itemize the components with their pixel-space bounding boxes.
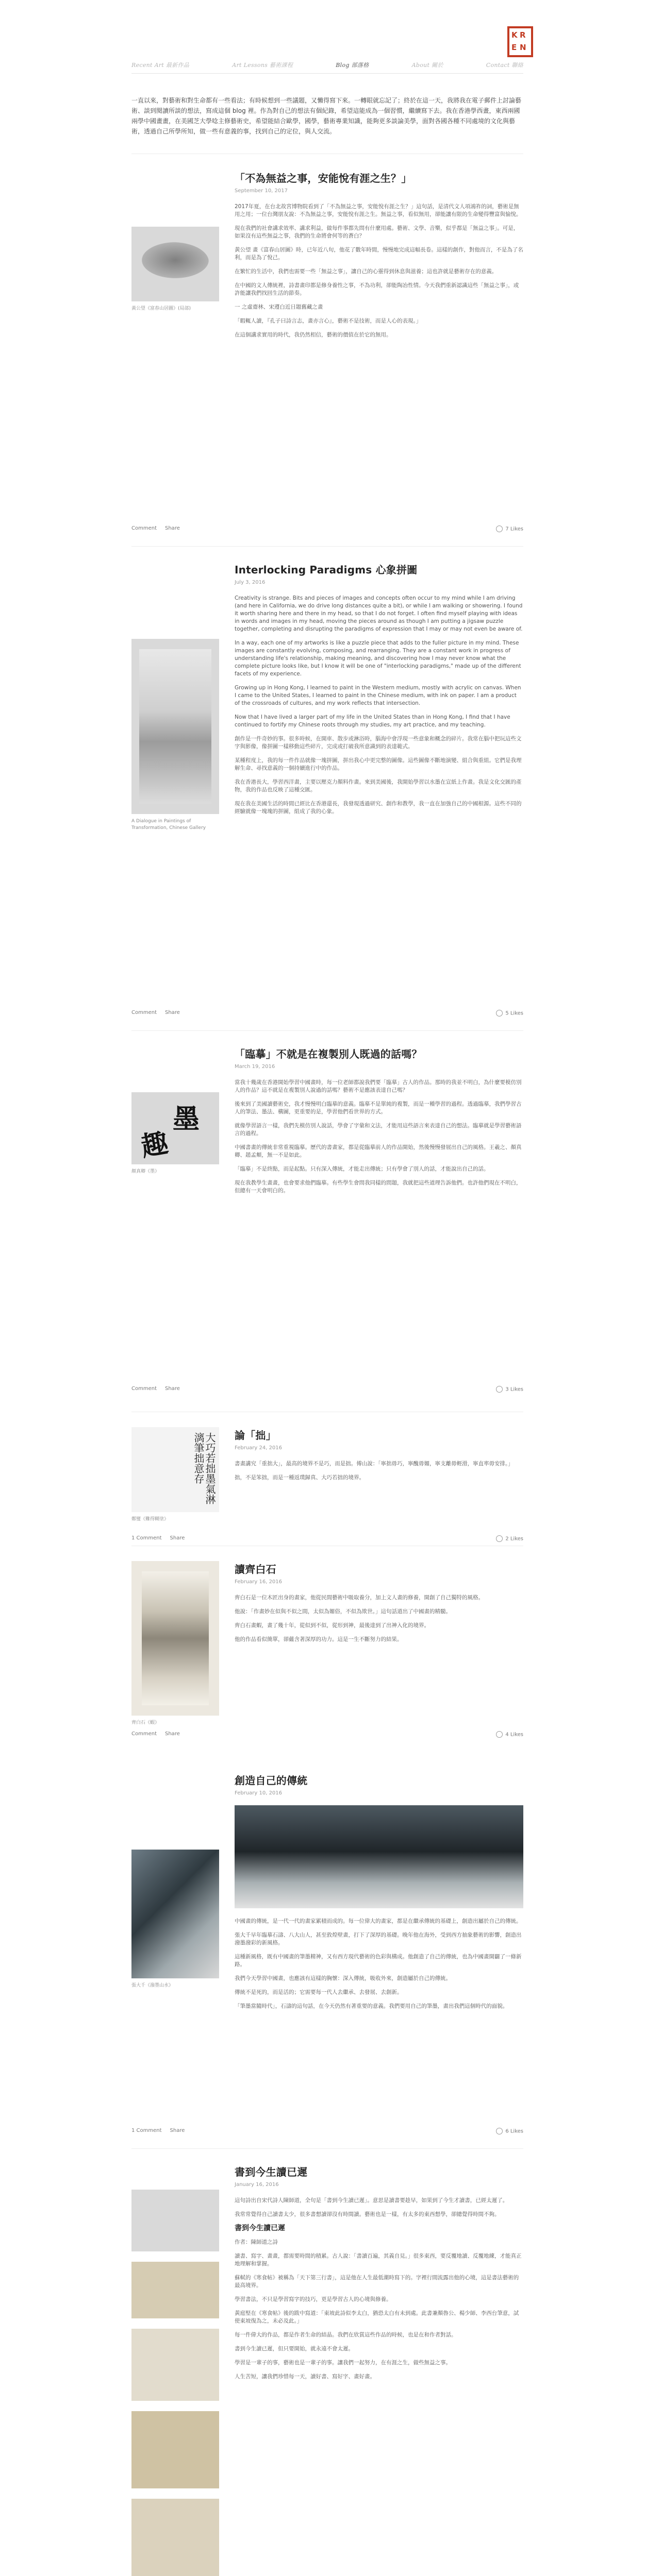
post-6-sidebar	[131, 1850, 219, 1989]
post-5-para: 齊白石是一位木匠出身的畫家，他從民間藝術中吸取養分，加上文人畫的修養，開創了自己獨特的風格。	[235, 1595, 484, 1601]
nav-blog[interactable]: Blog 部落格	[336, 62, 369, 69]
post-4-calligraphy[interactable]	[131, 1427, 219, 1512]
post-6-footer	[131, 2128, 523, 2133]
post-5-sidebar	[131, 1561, 219, 1726]
post-1	[131, 170, 523, 541]
divider	[131, 546, 523, 547]
like-icon	[496, 1386, 503, 1393]
post-7-para: 學習書法，不只是學習寫字的技巧，更是學習古人的心境與修養。	[235, 2296, 392, 2302]
post-5	[131, 1561, 523, 1752]
post-3-title[interactable]: 「臨摹」不就是在複製別人既過的話嗎？	[235, 1048, 422, 1060]
post-6-date: February 10, 2016	[235, 1790, 283, 1796]
comment-link[interactable]: Comment	[131, 1731, 157, 1737]
post-2-sidebar	[131, 639, 219, 832]
post-3-footer	[131, 1386, 523, 1392]
like-icon	[496, 526, 503, 532]
share-link[interactable]: Share	[170, 2128, 185, 2133]
post-6-painting[interactable]	[131, 1850, 219, 1978]
post-2-para: 創作是一件奇妙的事。很多時候，在開車、散步或淋浴時，腦海中會浮現一些意象和概念的碎片。我常在腦中把玩這些文字與影像，像拼圖一樣移動這些碎片，完成或打破我所意識到的表達範式。	[235, 736, 522, 750]
post-7-title[interactable]: 書到今生讀已遲	[235, 2166, 308, 2178]
post-5-body	[235, 1594, 523, 1643]
post-7-calligraphy-4[interactable]	[131, 2411, 219, 2488]
post-3-para: 當我十幾歲在香港開始學習中國畫時，每一位老師都說我們要「臨摹」古人的作品。那時的我並不明白，為什麼要模仿別人的作品？這不就是在複製別人說過的話嗎？藝術不是應該表達自己嗎？	[235, 1079, 522, 1093]
comment-link[interactable]: Comment	[131, 1386, 157, 1392]
post-4-para: 拙，不是笨拙，而是一種返璞歸真、大巧若拙的境界。	[235, 1475, 365, 1481]
post-2-para: Growing up in Hong Kong, I learned to paint in the Western medium, mostly with acrylic on canvas. When I came to the United States, I learned to paint in the Chinese medium, with ink on paper. I am a product of the crossroads of cultures, and my work reflects that intersection.	[235, 685, 521, 706]
nav-about[interactable]: About 關於	[411, 62, 443, 69]
post-1-para: 2017年夏，在台北故宮博物院看到了「不為無益之事，安能悅有涯之生？」這句話，是清代文人項鴻祚的詞，藝術是無用之用；一位台灣朋友說：不為無益之事，安能悅有涯之生。無益之事，看似無用，卻能讓有限的生命變得豐富與愉悅。	[235, 204, 522, 217]
post-4-para: 書畫講究「重拙大」，最高的境界不是巧，而是拙。傅山說：「寧拙毋巧，寧醜毋媚，寧支離毋輕滑，寧直率毋安排。」	[235, 1461, 514, 1467]
main-nav	[131, 61, 523, 69]
likes-count: 7 Likes	[505, 526, 523, 532]
post-1-body	[235, 203, 523, 339]
post-5-caption: 齊白石《蝦》	[131, 1720, 160, 1725]
post-6-feature-image[interactable]	[235, 1805, 523, 1908]
post-4-sidebar	[131, 1427, 219, 1523]
like-icon	[496, 2128, 503, 2134]
post-4-body	[235, 1460, 523, 1482]
landscape-scroll-icon	[139, 649, 211, 804]
post-3	[131, 1046, 523, 1401]
post-1-footer	[131, 526, 523, 531]
like-icon	[496, 1535, 503, 1542]
post-6-para: 張大千早年臨摹石濤、八大山人，甚至敦煌壁畫，打下了深厚的基礎。晚年他在海外，受到西方抽象藝術的影響，創造出潑墨潑彩的新風格。	[235, 1932, 522, 1946]
divider	[131, 1030, 523, 1031]
nav-contact[interactable]: Contact 聯絡	[486, 62, 523, 69]
post-6-title[interactable]: 創造自己的傳統	[235, 1774, 308, 1787]
post-1-para: 現在我們的社會講求效率、講求利益，做每件事都先問有什麼用處。藝術、文學、音樂，似乎都是「無益之事」。可是，如果沒有這些無益之事，我們的生命將會何等的蒼白？	[235, 225, 519, 239]
likes-count: 3 Likes	[505, 1386, 523, 1393]
post-7-subheading: 書到今生讀已遲	[235, 2224, 285, 2232]
post-3-para: 「臨摹」不是終點，而是起點。只有深入傳統，才能走出傳統；只有學會了別人的話，才能說出自己的話。	[235, 1166, 489, 1172]
post-3-para: 就像學習語言一樣，我們先模仿別人說話，學會了字彙和文法，才能用這些語言來表達自己的想法。臨摹就是學習藝術語言的過程。	[235, 1123, 522, 1137]
post-2-caption: A Dialogue in Paintings of Transformation, Chinese Gallery	[131, 819, 206, 831]
post-7-para: 書到今生讀已遲，但只要開始，就永遠不會太遲。	[235, 2346, 354, 2352]
post-4-content	[235, 1427, 523, 1488]
post-2-para: 現在我在美國生活的時間已經比在香港還長，我發現透過研究、創作和教學，我一直在加強自己的中國根源。這些不同的經驗就像一塊塊的拼圖，組成了我的心象。	[235, 801, 522, 815]
logo-letter-r: R	[520, 30, 526, 40]
post-5-footer	[131, 1731, 523, 1737]
post-1-para: 在繁忙的生活中，我們也需要一些「無益之事」，讓自己的心靈得到休息與滋養；這也許就是藝術存在的意義。	[235, 268, 498, 275]
post-7-para: 每一件偉大的作品，都是作者生命的結晶。我們在欣賞這些作品的時候，也是在和作者對話。	[235, 2332, 457, 2338]
site-logo[interactable]	[504, 23, 536, 64]
likes-button[interactable]	[496, 1010, 523, 1016]
post-3-para: 後來到了美國讀藝術史，我才慢慢明白臨摹的意義。臨摹不是單純的複製，而是一種學習的過程。透過臨摹，我們學習古人的筆法、墨法、構圖，更重要的是，學習他們看世界的方式。	[235, 1101, 522, 1115]
comment-link[interactable]: Comment	[131, 526, 157, 531]
post-3-body	[235, 1079, 523, 1195]
post-3-para: 中國書畫的傳統非常重視臨摹。歷代的書畫家，都是從臨摹前人的作品開始，然後慢慢發展出自己的風格。王羲之、顏真卿、趙孟頫，無一不是如此。	[235, 1144, 522, 1158]
post-1-title[interactable]: 「不為無益之事，安能悅有涯之生？」	[235, 172, 412, 184]
post-2	[131, 562, 523, 1025]
post-2-body	[235, 595, 523, 816]
post-2-painting[interactable]	[131, 639, 219, 814]
post-7-date: January 16, 2016	[235, 2182, 279, 2188]
post-1-para: 在這個講求實用的時代，我仍然相信，藝術的價值在於它的無用。	[235, 332, 392, 338]
logo-letter-n: N	[520, 43, 526, 52]
likes-button[interactable]	[496, 526, 523, 532]
post-6-caption: 張大千《潑墨山水》	[131, 1983, 174, 1988]
likes-button[interactable]	[496, 1535, 523, 1542]
likes-count: 6 Likes	[505, 2128, 523, 2134]
post-5-para: 齊白石畫蝦，畫了幾十年，從似到不似，從形到神，最後達到了出神入化的境界。	[235, 1622, 429, 1629]
post-2-date: July 3, 2016	[235, 580, 266, 585]
share-link[interactable]: Share	[170, 1535, 185, 1541]
nav-art-lessons[interactable]: Art Lessons 藝術課程	[232, 62, 293, 69]
post-2-para: In a way, each one of my artworks is like a puzzle piece that adds to the fuller picture in my mind. These images are constantly evolving, composing, and rearranging. They are a constant work in progress of understanding life's relationship, making meaning, and discovering how I may never know what the complete picture looks like, but I know it will be one of "interlocking paradigms," made up of the different facets of my experience.	[235, 640, 521, 677]
post-3-sidebar	[131, 1092, 219, 1175]
likes-button[interactable]	[496, 2128, 523, 2134]
comment-link[interactable]: 1 Comment	[131, 2128, 162, 2133]
post-2-para: Creativity is strange. Bits and pieces of images and concepts often occur to my mind while I am driving (and here in California, we do drive long distances quite a bit), or while I am walking or showering. I found it worth sharing here and there in my head, so that I do not forget. I often find myself playing with ideas in words and images in my head, moving the pieces around as though I am putting a jigsaw puzzle together, completing and disrupting the paradigms of expression that I may or may not even be aware of.	[235, 595, 523, 632]
divider	[131, 2148, 523, 2149]
post-7-calligraphy-3[interactable]	[131, 2329, 219, 2401]
blog-intro: 一直以來，對藝術和對生命都有一些看法；有時候想到一些議題，又懶得寫下來。一轉眼就忘記了；終於在這一天，我將我在電子郵件上討論藝術、談到閱讀所談的想法，寫成這個 blog 裡。作為對自己的想法有個紀錄，希望這能成為一個習慣，繼續寫下去。我在香港學西畫，東西兩國兩學中國畫畫，在美國芝大學唸主修藝術史，希望能結合歐學，國學，藝術專業知識，能夠更多談論美學，面對各國各種不同處境的文化與藝術，透過自己所學所知，做一些有意義的事，找到自己的定位，與人交流。	[131, 97, 522, 135]
post-3-content	[235, 1046, 523, 1201]
share-link[interactable]: Share	[165, 1386, 180, 1392]
share-link[interactable]: Share	[165, 1731, 180, 1737]
post-6-para: 中國畫的傳統，是一代一代的畫家累積而成的。每一位偉大的畫家，都是在繼承傳統的基礎上，創造出屬於自己的傳統。	[235, 1918, 522, 1924]
likes-count: 4 Likes	[505, 1732, 523, 1738]
post-7-para: 黃庭堅在《寒食帖》後的跋中寫道：「東坡此詩似李太白，猶恐太白有未到處。此書兼顏魯公、楊少師、李西台筆意，試使東坡復為之，未必及此。」	[235, 2310, 519, 2324]
header-divider	[131, 73, 523, 74]
calligraphy-icon: 墨	[173, 1104, 200, 1135]
post-7-para: 讀書、寫字、畫畫，都需要時間的積累。古人說：「書讀百遍，其義自見。」很多東西，要反覆地讀、反覆地練，才能真正地理解和掌握。	[235, 2253, 522, 2267]
post-7-para: 蘇軾的《寒食帖》被稱為「天下第三行書」，這是他在人生最低潮時寫下的。字裡行間流露出他的心境，這是書法藝術的最高境界。	[235, 2275, 519, 2289]
post-1-para: 黃公望 畫《富春山居圖》時，已年近八旬，他花了數年時間，慢慢地完成這幅長卷。這樣的創作，對他而言，不是為了名利，而是為了悅己。	[235, 247, 523, 261]
post-1-caption: 黃公望《富春山居圖》(局部)	[131, 306, 191, 311]
post-1-date: September 10, 2017	[235, 188, 288, 194]
likes-count: 2 Likes	[505, 1536, 523, 1542]
post-4-title[interactable]: 論「拙」	[235, 1429, 276, 1442]
post-7-para: 人生苦短，讓我們珍惜每一天，讀好書、寫好字、畫好畫。	[235, 2374, 375, 2380]
post-2-footer	[131, 1010, 523, 1015]
nav-recent-art[interactable]: Recent Art 最新作品	[131, 62, 190, 69]
shrimp-painting-icon	[142, 1571, 209, 1705]
post-7-body	[235, 2197, 523, 2381]
post-3-caption: 顏真卿《墨》	[131, 1169, 160, 1174]
comment-link[interactable]: 1 Comment	[131, 1535, 162, 1541]
post-4-footer	[131, 1535, 523, 1541]
post-2-title[interactable]: Interlocking Paradigms 心象拼圖	[235, 564, 418, 576]
post-7-para: 我常常覺得自己讀書太少，很多書想讀卻沒有時間讀。藝術也是一樣，有太多的東西想學，卻總覺得時間不夠。	[235, 2211, 500, 2217]
post-5-date: February 16, 2016	[235, 1579, 283, 1585]
comment-link[interactable]: Comment	[131, 1010, 157, 1015]
post-5-content	[235, 1561, 523, 1650]
post-6-body	[235, 1918, 523, 2010]
post-4-date: February 24, 2016	[235, 1445, 283, 1451]
post-7-para: 作者：陳師道之詩	[235, 2239, 278, 2245]
post-1-para: 在中國的文人傳統裡，詩書畫印都是修身養性之事，不為功利，卻能陶冶性情。今天我們重新認識這些「無益之事」，或許能讓我們找回生活的節奏。	[235, 282, 519, 296]
share-link[interactable]: Share	[165, 1010, 180, 1015]
share-link[interactable]: Share	[165, 526, 180, 531]
post-6-para: 傳統不是死的，而是活的；它需要每一代人去繼承、去發展、去創新。	[235, 1989, 403, 1995]
post-7-calligraphy-5[interactable]	[131, 2499, 219, 2576]
post-2-para: 我在香港長大，學習西洋畫，主要以壓克力顏料作畫。來到美國後，我開始學習以水墨在宣紙上作畫。我是文化交匯的產物，我的作品也反映了這種交匯。	[235, 779, 522, 793]
post-1-para: 「暇輒人讀，『孔子曰詩言志，畫亦言心』，藝術不是技術，而是人心的表現。」	[235, 318, 422, 324]
post-3-para: 現在我教學生畫畫，也會要求他們臨摹。有些學生會問我同樣的問題，我就把這些道理告訴他們。也許他們現在不明白，但總有一天會明白的。	[235, 1180, 522, 1194]
post-6	[131, 1772, 523, 2143]
post-6-para: 這種新風格，既有中國畫的筆墨精神，又有西方現代藝術的色彩與構成。他創造了自己的傳統，也為中國畫開闢了一條新路。	[235, 1954, 522, 1968]
like-icon	[496, 1010, 503, 1016]
post-6-para: 我們今天學習中國畫，也應該有這樣的胸懷：深入傳統，吸收外來，創造屬於自己的傳統。	[235, 1975, 451, 1981]
likes-button[interactable]	[496, 1731, 523, 1738]
post-4-caption: 鄭燮《難得糊塗》	[131, 1517, 169, 1522]
post-5-para: 他說：「作畫妙在似與不似之間，太似為媚俗，不似為欺世。」這句話道出了中國畫的精髓。	[235, 1608, 451, 1615]
post-5-para: 他的作品看似簡單，卻蘊含著深厚的功力。這是一生不斷努力的結果。	[235, 1636, 403, 1642]
post-7-calligraphy-1[interactable]	[131, 2190, 219, 2251]
post-7-para: 學習是一輩子的事，藝術也是一輩子的事。讓我們一起努力，在有涯之生，做些無益之事。	[235, 2360, 451, 2366]
post-7-calligraphy-2[interactable]	[131, 2262, 219, 2318]
like-icon	[496, 1731, 503, 1738]
post-1-painting[interactable]	[131, 227, 219, 301]
post-5-title[interactable]: 讀齊白石	[235, 1563, 276, 1575]
post-1-sidebar	[131, 227, 219, 312]
post-2-para: 某種程度上，我的每一件作品就像一塊拼圖，拼出我心中更完整的圖像。這些圖像不斷地演變、組合與重組。它們是我理解生命、尋找意義的一個持續進行中的作品。	[235, 757, 522, 771]
calligraphy-scroll-icon: 大巧若拙墨氣淋漓筆拙意存	[192, 1432, 216, 1504]
post-2-content	[235, 562, 523, 822]
calligraphy-icon: 趣	[138, 1127, 171, 1163]
likes-count: 5 Likes	[505, 1010, 523, 1016]
post-7	[131, 2164, 523, 2576]
post-6-para: 「筆墨當隨時代」，石濤的這句話，在今天仍然有著重要的意義。我們要用自己的筆墨，畫出我們這個時代的面貌。	[235, 2003, 508, 2009]
post-1-para: 一 之虛齋林、宋遵白近日題舊藏之畫	[235, 304, 323, 310]
post-7-para: 這句詩出自宋代詩人陳師道，全句是「書到今生讀已遲」。意思是讀書要趁早，如果到了今生才讀書，已經太遲了。	[235, 2197, 508, 2204]
post-7-content	[235, 2164, 523, 2387]
logo-letter-k: K	[511, 30, 518, 40]
post-4	[131, 1427, 523, 1542]
post-5-painting[interactable]	[131, 1561, 219, 1716]
post-6-content	[235, 1772, 523, 2016]
post-3-date: March 19, 2016	[235, 1064, 275, 1070]
logo-letter-e: E	[511, 43, 517, 52]
post-7-sidebar	[131, 2190, 219, 2576]
likes-button[interactable]	[496, 1386, 523, 1393]
post-1-content	[235, 170, 523, 345]
post-2-para: Now that I have lived a larger part of my life in the United States than in Hong Kong, I find that I have continued to fortify my Chinese roots through my studies, my art practice, and my teaching.	[235, 714, 510, 728]
post-3-calligraphy[interactable]	[131, 1092, 219, 1164]
